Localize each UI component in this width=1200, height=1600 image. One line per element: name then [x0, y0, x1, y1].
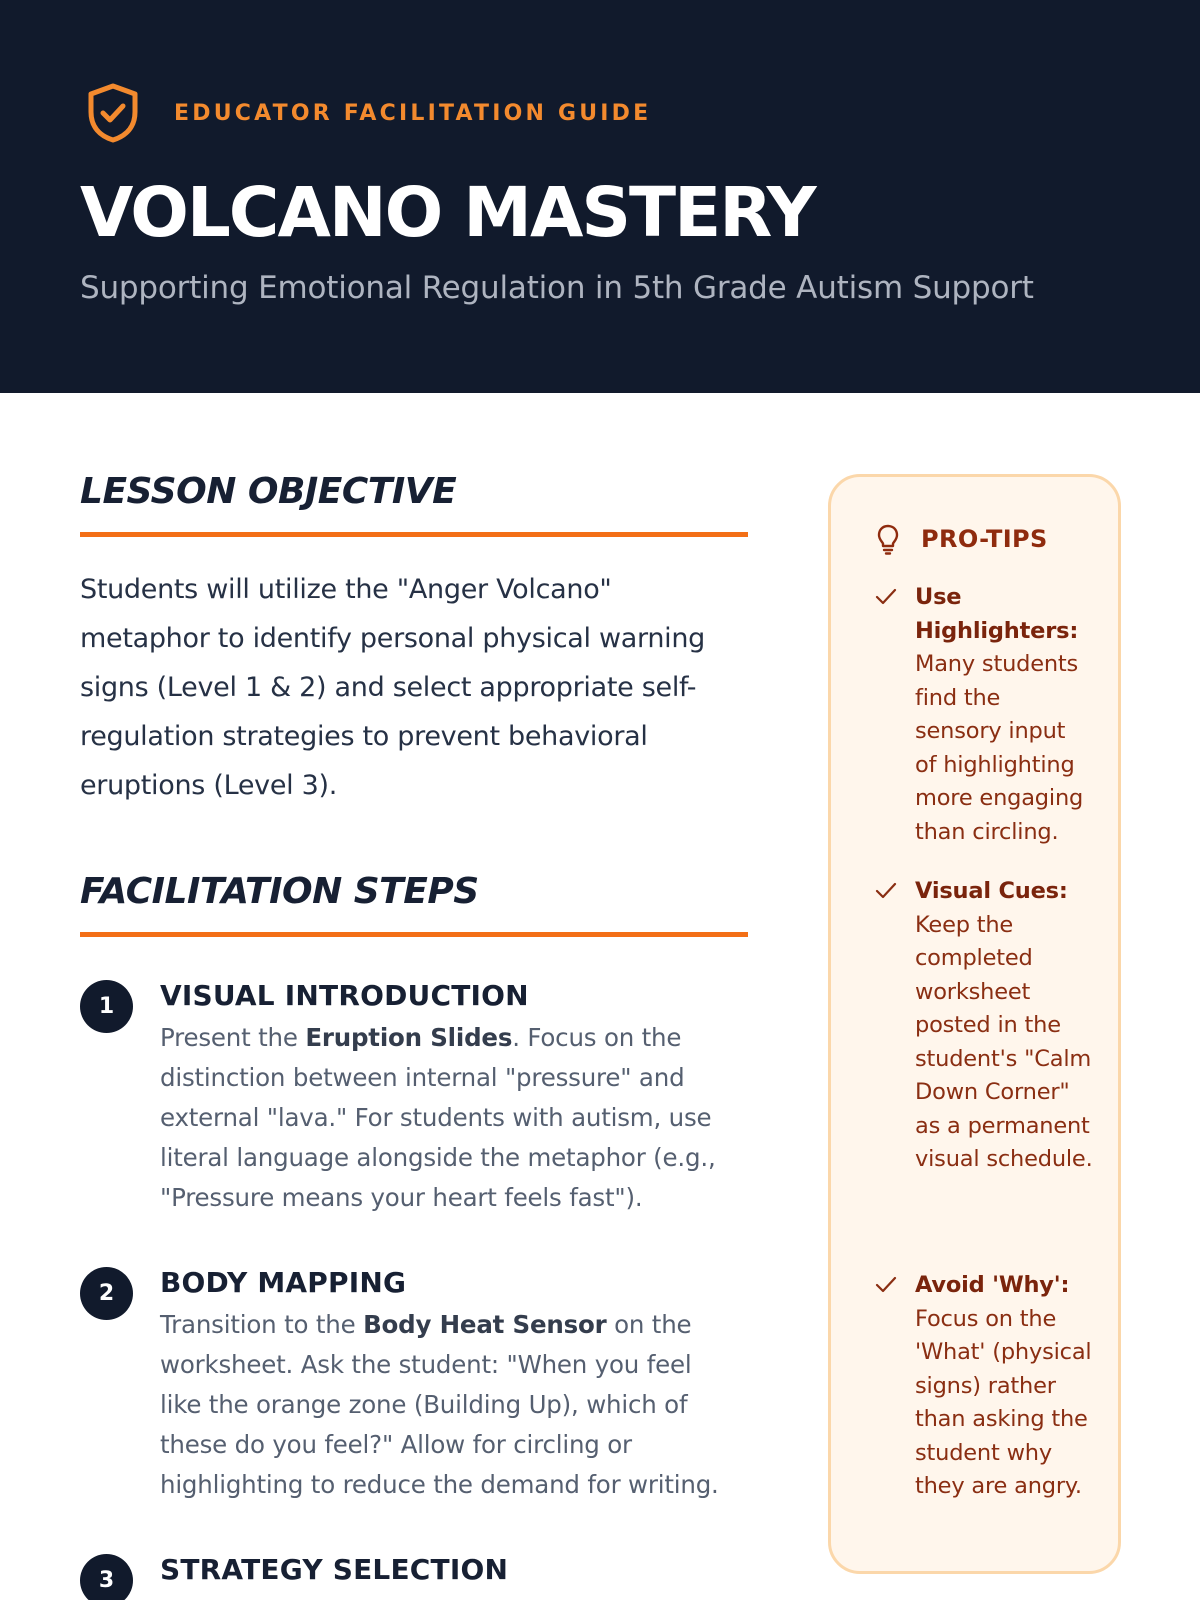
shield-check-icon — [86, 82, 140, 144]
page-subtitle: Supporting Emotional Regulation in 5th Grade Autism Support — [80, 270, 1034, 306]
main-column — [80, 470, 748, 937]
step-title: VISUAL INTRODUCTION — [160, 979, 529, 1012]
tip-text: Use Highlighters: Many students find the sensory input of highlighting more engaging than circling. — [915, 584, 1084, 845]
objective-heading: LESSON OBJECTIVE — [80, 470, 748, 537]
check-icon — [875, 1275, 897, 1293]
eyebrow — [86, 82, 651, 144]
step-number: 1 — [80, 980, 133, 1033]
step-number: 2 — [80, 1267, 133, 1320]
steps-heading: FACILITATION STEPS — [80, 870, 748, 937]
tip-text: Avoid 'Why': Focus on the 'What' (physical signs) rather than asking the student why they are angry. — [915, 1272, 1092, 1499]
check-icon — [875, 881, 897, 899]
step-title: BODY MAPPING — [160, 1266, 407, 1299]
tip-text: Visual Cues: Keep the completed worksheet posted in the student's "Calm Down Corner" as a permanent visual schedule. — [915, 878, 1093, 1172]
header-banner — [0, 0, 1200, 393]
pro-tips-header — [875, 523, 1048, 555]
check-icon — [875, 587, 897, 605]
pro-tips-title: PRO-TIPS — [921, 525, 1048, 553]
step-body: Present the Eruption Slides. Focus on the distinction between internal "pressure" and external "lava." For students with autism, use literal language alongside the metaphor (e.g., "Pressure means your heart feels fast"). — [160, 1023, 716, 1212]
eyebrow-text: EDUCATOR FACILITATION GUIDE — [174, 100, 652, 126]
pro-tips-panel — [828, 474, 1121, 1574]
step-title: STRATEGY SELECTION — [160, 1553, 509, 1586]
objective-text: Students will utilize the "Anger Volcano" metaphor to identify personal physical warning signs (Level 1 & 2) and select appropriate self-regulation strategies to prevent behavioral eruptions (Level 3). — [80, 574, 705, 801]
step-body: Transition to the Body Heat Sensor on the worksheet. Ask the student: "When you feel like the orange zone (Building Up), which of these do you feel?" Allow for circling or highlighting to reduce the demand for writing. — [160, 1310, 719, 1499]
page-title: VOLCANO MASTERY — [80, 173, 815, 253]
lightbulb-icon — [875, 523, 901, 555]
step-number: 3 — [80, 1554, 133, 1600]
